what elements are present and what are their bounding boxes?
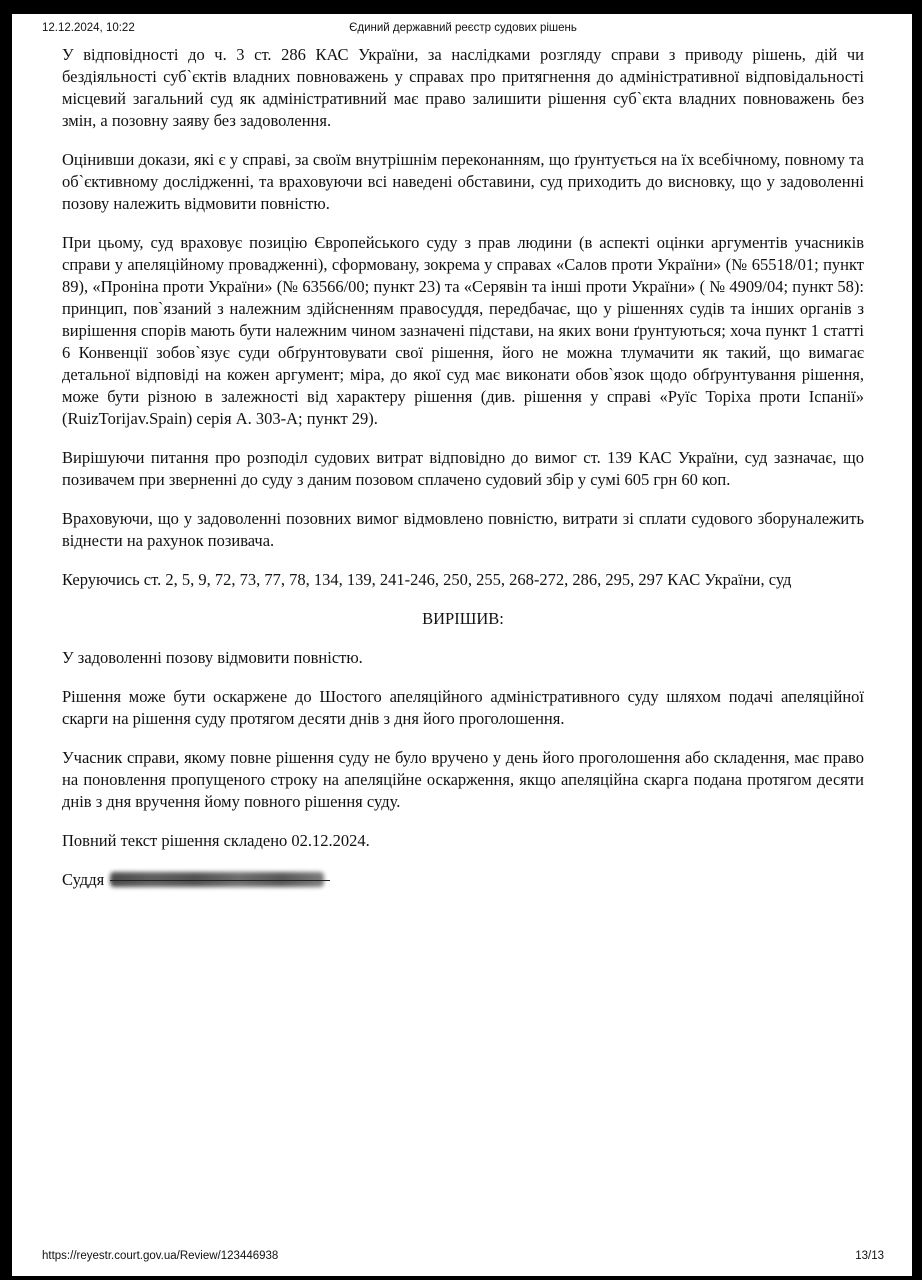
paragraph-court-fee-allocation: Враховуючи, що у задоволенні позовних вимог відмовлено повністю, витрати зі сплати судового зборуналежить віднести на рахунок позивача. <box>62 509 864 550</box>
paragraph-guided-by-articles: Керуючись ст. 2, 5, 9, 72, 73, 77, 78, 134, 139, 241-246, 250, 255, 268-272, 286, 295, 297 КАС України, суд <box>62 570 792 589</box>
paragraph-evidence-assessment: Оцінивши докази, які є у справі, за своїм внутрішнім переконанням, що ґрунтується на їх всебічному, повному та об`єктивному дослідженні, та враховуючи всі наведені обставини, суд приходить до висновку, що у задоволенні позову належить відмовити повністю. <box>62 150 864 213</box>
paragraph-court-costs: Вирішуючи питання про розподіл судових витрат відповідно до вимог ст. 139 КАС України, суд зазначає, що позивачем при зверненні до суду з даним позовом сплачено судовий збір у сумі 605 грн 60 коп. <box>62 448 864 489</box>
judge-signature <box>62 869 864 891</box>
paragraph-legal-basis: У відповідності до ч. 3 ст. 286 КАС України, за наслідками розгляду справи з приводу рішень, дій чи бездіяльності суб`єктів владних повноважень у справах про притягнення до адміністративної відповідальності місцевий загальний суд як адміністративний має право залишити рішення суб`єкта владних повноважень без змін, а позовну заяву без задоволення. <box>62 45 864 130</box>
paragraph-echr-position: При цьому, суд враховує позицію Європейського суду з прав людини (в аспекті оцінки аргументів учасників справи у апеляційному провадженні), сформовану, зокрема у справах «Салов проти України» (№ 65518/01; пункт 89), «Проніна проти України» (№ 63566/00; пункт 23) та «Серявін та інші проти України» ( № 4909/04; пункт 58): принцип, пов`язаний з належним здійсненням правосуддя, передбачає, що у рішеннях судів та інших органів з вирішення спорів мають бути належним чином зазначені підстави, на яких вони ґрунтуються; хоча пункт 1 статті 6 Конвенції зобов`язує суди обґрунтовувати свої рішення, його не можна тлумачити як такий, що вимагає детальної відповіді на кожен аргумент; міра, до якої суд має виконати обов`язок щодо обґрунтування рішення, може бути різною в залежності від характеру рішення (див. рішення у справі «Руїс Торіха проти Іспанії» (RuizTorijav.Spain) серія A. 303-A; пункт 29). <box>62 233 864 428</box>
decision-heading: ВИРІШИВ: <box>422 609 504 628</box>
document-page <box>12 14 912 1276</box>
redacted-judge-name <box>110 869 324 889</box>
print-header <box>42 22 884 38</box>
decision-appeal-right: Рішення може бути оскаржене до Шостого апеляційного адміністративного суду шляхом подачі апеляційної скарги на рішення суду протягом десяти днів з дня його проголошення. <box>62 687 864 728</box>
registry-title: Єдиний державний реєстр судових рішень <box>349 22 577 34</box>
decision-appeal-term-renewal: Учасник справи, якому повне рішення суду не було вручено у день його проголошення або складення, має право на поновлення пропущеного строку на апеляційне оскарження, якщо апеляційна скарга подана протягом десяти днів з дня вручення йому повного рішення суду. <box>62 748 864 811</box>
print-footer <box>42 1250 884 1266</box>
decision-refuse-claim: У задоволенні позову відмовити повністю. <box>62 648 363 667</box>
document-body <box>62 44 864 891</box>
page-number: 13/13 <box>855 1250 884 1262</box>
signature-label: Суддя <box>62 870 105 889</box>
page-url: https://reyestr.court.gov.ua/Review/123446938 <box>42 1250 279 1262</box>
print-datetime: 12.12.2024, 10:22 <box>42 22 135 34</box>
full-text-date: Повний текст рішення складено 02.12.2024. <box>62 831 370 850</box>
